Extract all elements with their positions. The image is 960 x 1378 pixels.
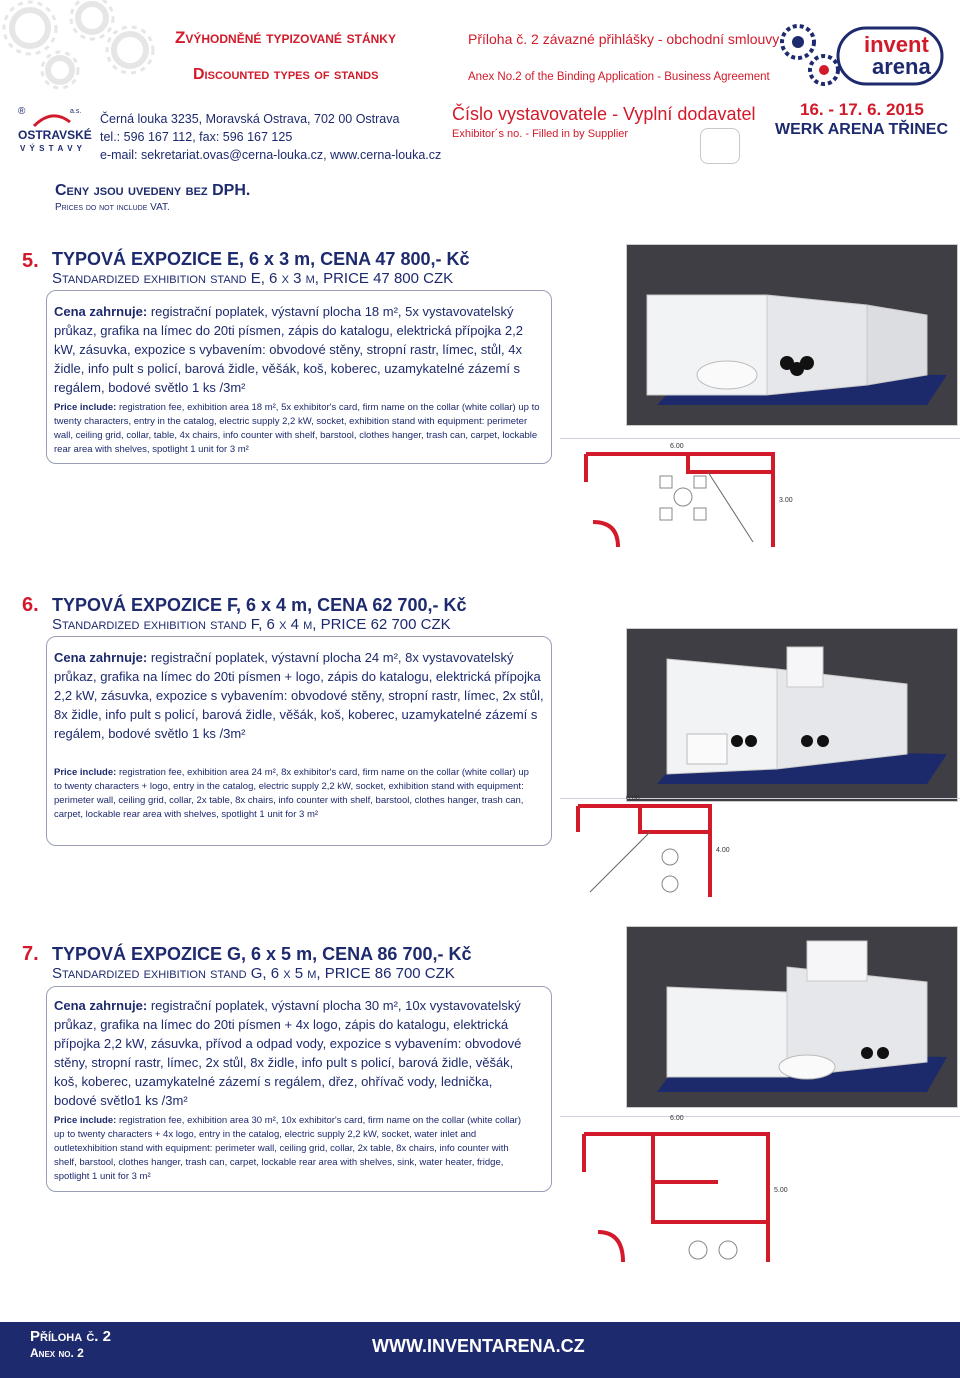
exhibitor-number-label-en: Exhibitor´s no. - Filled in by Supplier <box>452 128 629 140</box>
description-cz <box>54 996 534 1110</box>
description-en-label: Price include: <box>54 1115 117 1126</box>
stand-render-image <box>626 628 958 802</box>
address-line-1: Černá louka 3235, Moravská Ostrava, 702 00 Ostrava <box>100 112 400 126</box>
floor-plan-g <box>578 1112 788 1282</box>
description-cz-text: registrační poplatek, výstavní plocha 24 m², 8x vystavovatelský průkaz, grafika na límec do 20ti písmen + logo, zápis do katalogu, elektrická přípojka 2,2 kW, zásuvka, expozice s vybavením: obvodové stěny, stropní rastr, límec, 2x stůl, 8x židle, info pult s policí, barová židle, věšák, koš, koberec, uzamykatelné zázemí s regálem, bodové světlo 1 ks /3m² <box>54 650 544 741</box>
logo-left-top: a.s. <box>70 108 82 115</box>
stand-render-image <box>626 926 958 1108</box>
section-number: 5. <box>22 250 39 272</box>
description-en-text: registration fee, exhibition area 30 m², 10x exhibitor's card, firm name on the collar (white collar) up to twenty characters + 4x logo, entry in the catalog, electric supply 2,2 kW, socket, water inlet and outletexhibition stand with equipment: perimeter wall, ceiling grid, collar, 2x table, 8x chairs, info counter with shelf, barstool, clothes hanger, trash can, carpet, lockable rear area with shelves, sink, water heater, fridge, spotlight 1 unit for 3 m² <box>54 1115 522 1182</box>
event-date: 16. - 17. 6. 2015 <box>800 100 924 119</box>
description-cz-label: Cena zahrnuje: <box>54 998 148 1013</box>
description-en <box>54 401 546 457</box>
title-en: Discounted types of stands <box>193 66 379 83</box>
section-title: TYPOVÁ EXPOZICE F, 6 x 4 m, CENA 62 700,- Kč <box>52 595 467 615</box>
stand-render-image <box>626 244 958 426</box>
description-cz-text: registrační poplatek, výstavní plocha 18 m², 5x vystavovatelský průkaz, grafika na límec do 20ti písmen, zápis do katalogu, elektrická přípojka 2,2 kW, zásuvka, expozice s vybavením: obvodové stěny, stropní rastr, límec, stůl, 4x židle, info pult s policí, barová židle, věšák, koš, koberec, uzamykatelné zázemí s regálem, bodové světlo 1 ks /3m² <box>54 304 523 395</box>
description-en-text: registration fee, exhibition area 24 m², 8x exhibitor's card, firm name on the collar (white collar) up to twenty characters + logo, entry in the catalog, electric supply 2,2 kW, socket, exhibition stand with equipment: perimeter wall, ceiling grid, collar, 2x table, 8x chairs, info counter with shelf, barstool, clothes hanger, trash can, carpet, lockable rear area with shelves, spotlight 1 unit for 3 m² <box>54 767 529 820</box>
exhibitor-number-label-cz: Číslo vystavovatele - Vyplní dodavatel <box>452 104 756 124</box>
logo-arena-text: arena <box>872 54 931 79</box>
description-en-text: registration fee, exhibition area 18 m², 5x exhibitor's card, firm name on the collar (white collar) up to twenty characters, entry in the catalog, electric supply 2,2 kW, socket, exhibition stand with equipment: perimeter wall, ceiling grid, collar, table, 4x chairs, info counter with shelf, barstool, clothes hanger, trash can, carpet, lockable rear area with shelves, spotlight 1 unit for 3 m² <box>54 402 540 455</box>
description-cz <box>54 302 546 397</box>
annex-en: Anex No.2 of the Binding Application - Business Agreement <box>468 71 770 83</box>
plan-divider-line <box>560 438 960 439</box>
section-subtitle: Standardized exhibition stand F, 6 x 4 m, PRICE 62 700 CZK <box>52 616 451 633</box>
plan-width-label: 6.00 <box>670 443 684 450</box>
description-cz <box>54 648 546 743</box>
footer-annex-en: Anex no. 2 <box>30 1346 84 1360</box>
plan-width-label: 6.00 <box>670 1115 684 1122</box>
footer-annex-cz: Příloha č. 2 <box>30 1328 111 1345</box>
plan-depth-label: 3.00 <box>779 497 793 504</box>
floor-plan-f <box>570 792 740 902</box>
description-en <box>54 766 534 822</box>
section-number: 7. <box>22 943 39 965</box>
event-venue: WERK ARENA TŘINEC <box>775 121 949 138</box>
plan-width-label: 6.00 <box>626 795 640 802</box>
logo-swoosh <box>32 112 72 128</box>
footer-url-link[interactable]: WWW.INVENTARENA.CZ <box>372 1336 585 1356</box>
section-subtitle: Standardized exhibition stand G, 6 x 5 m, PRICE 86 700 CZK <box>52 965 455 982</box>
logo-left-sub: V Ý S T A V Y <box>20 144 83 153</box>
prices-note-cz: Ceny jsou uvedeny bez DPH. <box>55 182 251 199</box>
section-number: 6. <box>22 594 39 616</box>
description-en-label: Price include: <box>54 767 117 778</box>
title-cz: Zvýhodněné typizované stánky <box>175 28 396 47</box>
description-cz-label: Cena zahrnuje: <box>54 650 148 665</box>
gear-pattern-decoration <box>0 0 170 100</box>
address-line-2: tel.: 596 167 112, fax: 596 167 125 <box>100 130 293 144</box>
description-en-label: Price include: <box>54 402 117 413</box>
address-line-3: e-mail: sekretariat.ovas@cerna-louka.cz, www.cerna-louka.cz <box>100 148 442 162</box>
section-subtitle: Standardized exhibition stand E, 6 x 3 m, PRICE 47 800 CZK <box>52 270 454 287</box>
registered-mark: ® <box>18 106 26 117</box>
description-cz-label: Cena zahrnuje: <box>54 304 148 319</box>
prices-note-en: Prices do not include VAT. <box>55 202 170 213</box>
plan-depth-label: 4.00 <box>716 847 730 854</box>
plan-depth-label: 5.00 <box>774 1187 788 1194</box>
description-en <box>54 1114 524 1184</box>
floor-plan-e <box>578 442 798 554</box>
logo-invent-text: invent <box>864 32 929 57</box>
logo-left-main: OSTRAVSKÉ <box>18 128 92 142</box>
exhibitor-number-field[interactable] <box>700 128 740 164</box>
section-title: TYPOVÁ EXPOZICE G, 6 x 5 m, CENA 86 700,- Kč <box>52 944 472 964</box>
invent-arena-logo <box>776 20 946 90</box>
ostravske-vystavy-logo <box>14 106 94 156</box>
address-block <box>100 110 441 164</box>
annex-cz: Příloha č. 2 závazné přihlášky - obchodní smlouvy <box>468 31 780 47</box>
description-cz-text: registrační poplatek, výstavní plocha 30 m², 10x vystavovatelský průkaz, grafika na límec do 20ti písmen + 4x logo, zápis do katalogu, elektrická přípojka 2,2 kW, zásuvka, přívod a odpad vody, expozice s vybavením: obvodové stěny, stropní rastr, límec, 2x stůl, 8x židle, info pult s policí, barová židle, věšák, koš, koberec, uzamykatelné zázemí s regálem, dřez, ohřívač vody, lednička, bodové světlo1 ks /3m² <box>54 998 522 1108</box>
section-title: TYPOVÁ EXPOZICE E, 6 x 3 m, CENA 47 800,- Kč <box>52 249 470 269</box>
